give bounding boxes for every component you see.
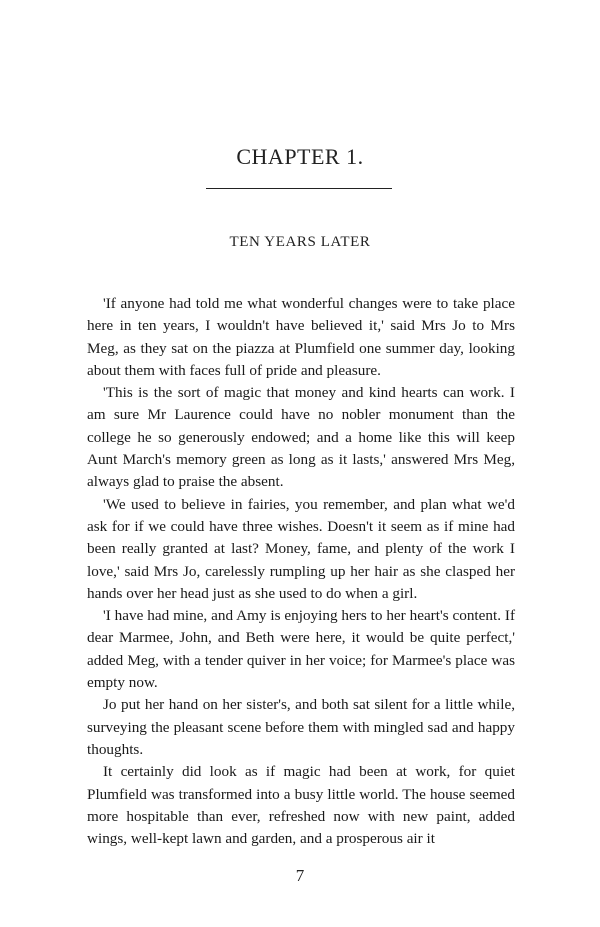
chapter-divider [206,188,392,189]
paragraph: Jo put her hand on her sister's, and both sat silent for a little while, surveying the pleasant scene before them with mingled sad and happy thoughts. [87,696,515,758]
paragraph: 'If anyone had told me what wonderful changes were to take place here in ten years, I wouldn't have believed it,' said Mrs Jo to Mrs Meg, as they sat on the piazza at Plumfield one summer day, looking about them with faces full of pride and pleasure. [87,295,515,379]
paragraph: 'This is the sort of magic that money and kind hearts can work. I am sure Mr Laurence could have no nobler monument than the college he so generously endowed; and a home like this will keep Aunt March's memory green as long as it lasts,' answered Mrs Meg, always glad to praise the absent. [87,384,515,491]
chapter-title: CHAPTER 1. [236,144,364,169]
paragraph: It certainly did look as if magic had been at work, for quiet Plumfield was transformed into a busy little world. The house seemed more hospitable than ever, refreshed now with new paint, added wings, well-kept lawn and garden, and a prosperous air it [87,763,515,848]
paragraph: 'We used to believe in fairies, you remember, and plan what we'd ask for if we could have three wishes. Doesn't it seem as if mine had been really granted at last? Money, fame, and plenty of the work I love,' said Mrs Jo, carelessly rumpling up her hair as she clasped her hands over her head just as she used to do when a girl. [87,495,515,602]
chapter-body [87,293,515,850]
paragraph: 'I have had mine, and Amy is enjoying hers to her heart's content. If dear Marmee, John, and Beth were here, it would be quite perfect,' added Meg, with a tender quiver in her voice; for Marmee's place was empty now. [87,607,515,692]
chapter-subtitle: TEN YEARS LATER [229,234,371,250]
page-number: 7 [295,866,305,885]
